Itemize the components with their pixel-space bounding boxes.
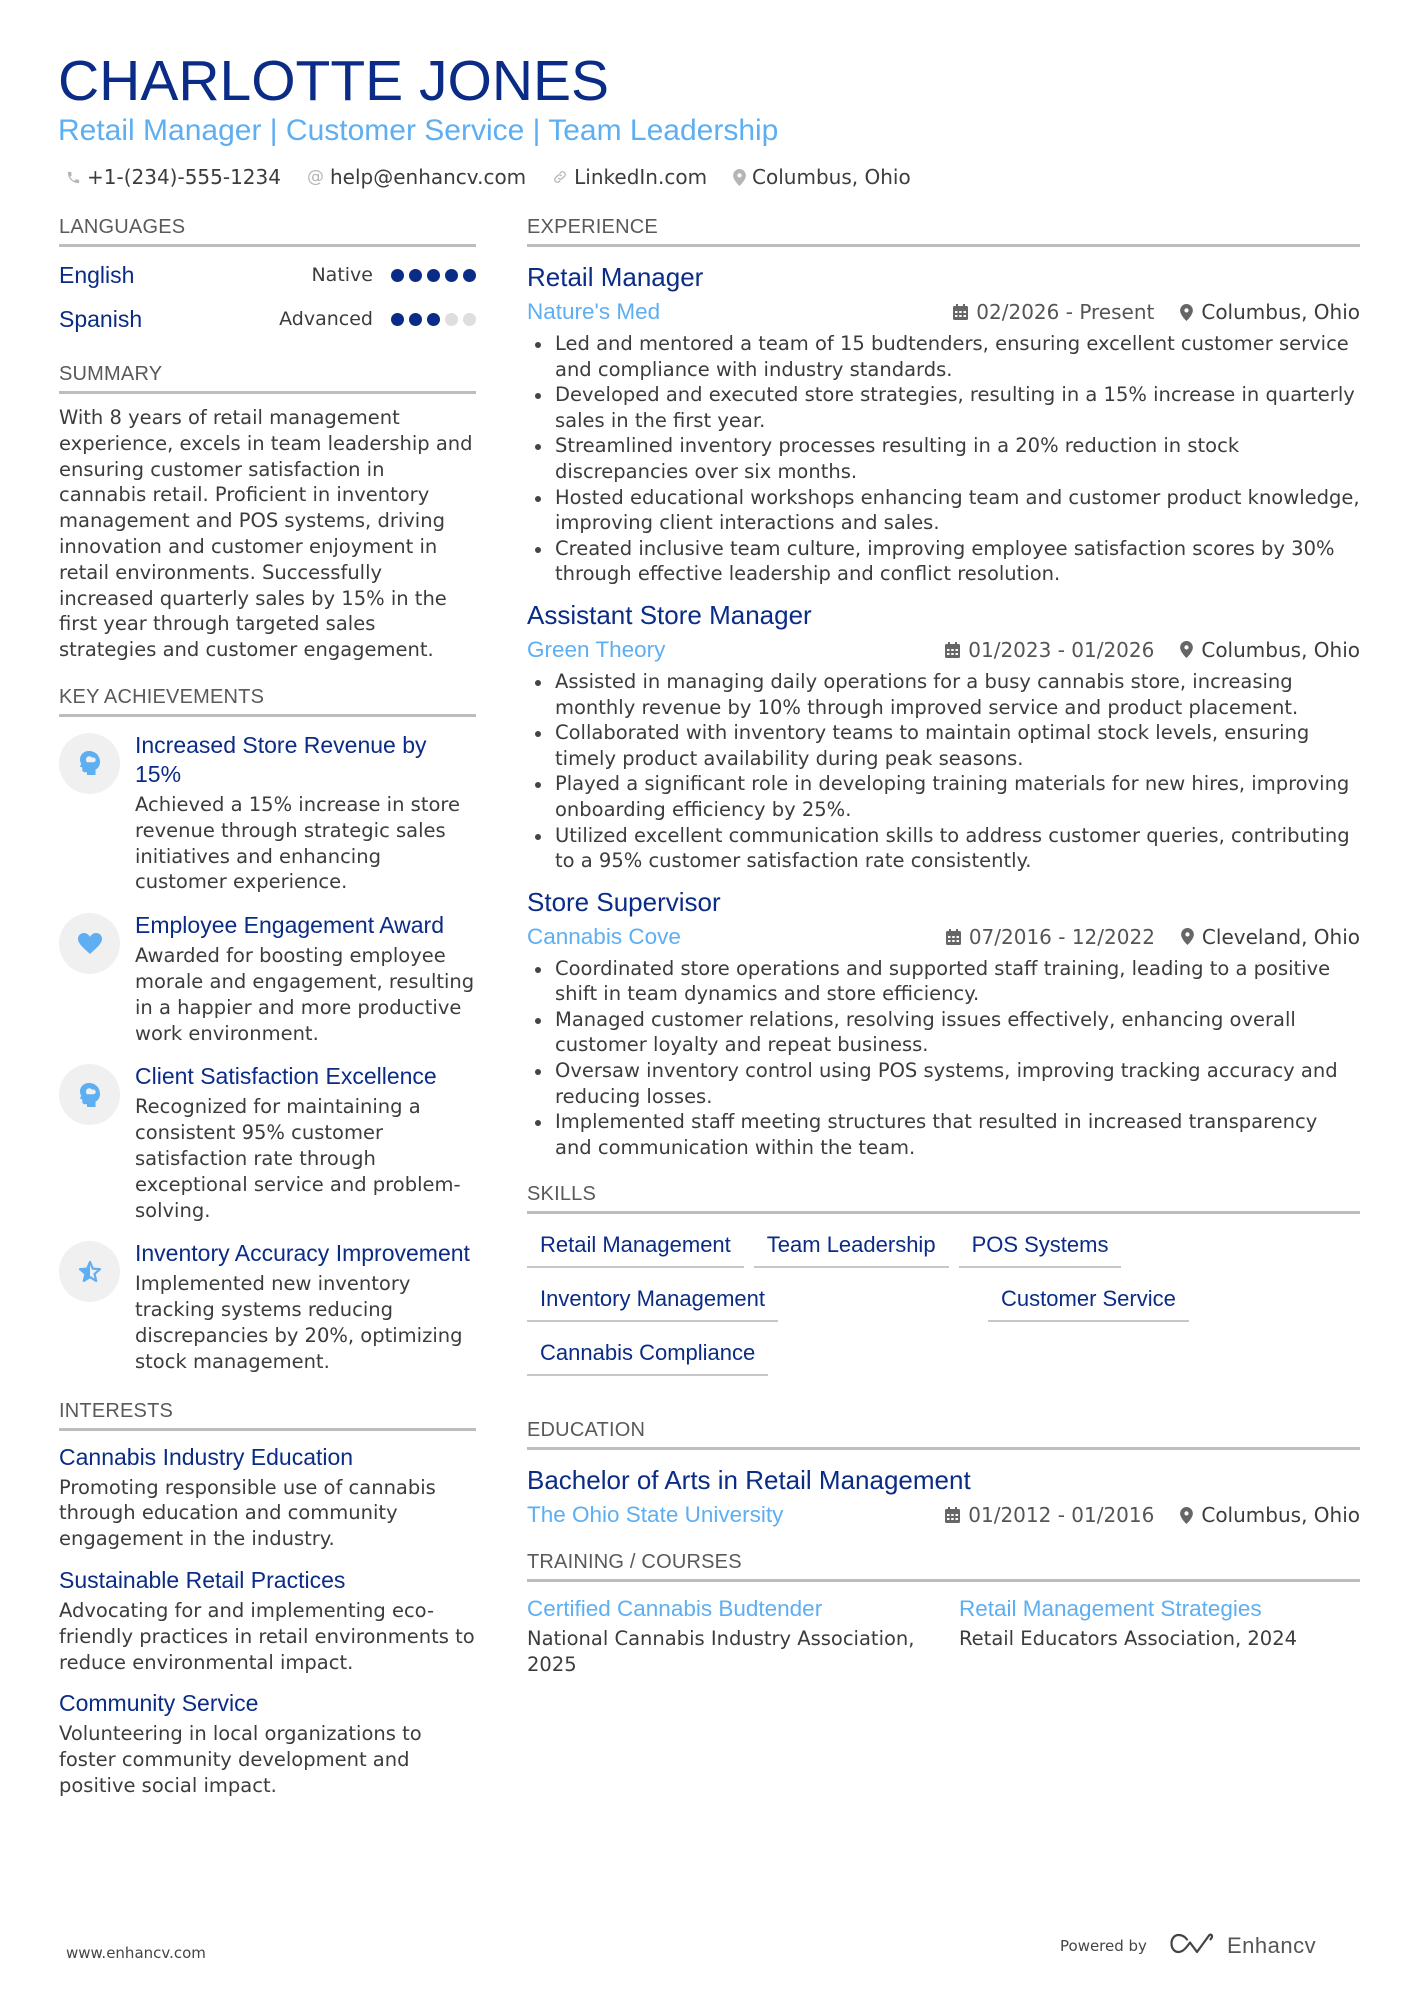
- contact-phone[interactable]: [66, 163, 281, 191]
- skill-tag: Cannabis Compliance: [527, 1336, 768, 1376]
- phone-icon: [66, 170, 81, 185]
- achievement-item: [59, 1062, 476, 1223]
- job-bullet: Collaborated with inventory teams to maintain optimal stock levels, ensuring timely product availability during peak seasons.: [527, 720, 1360, 771]
- location-icon: [1180, 304, 1193, 321]
- company-name: Nature's Med: [527, 299, 661, 324]
- education-dates-text: 01/2012 - 01/2016: [968, 1503, 1155, 1528]
- footer-branding: [1060, 1932, 1316, 1960]
- link-icon: [552, 169, 568, 185]
- job-location: [1181, 925, 1360, 949]
- job-bullet: Implemented staff meeting structures that resulted in increased transparency and communication within the team.: [527, 1109, 1360, 1160]
- job-entry: [527, 886, 1360, 1161]
- interest-title: Community Service: [59, 1690, 259, 1717]
- left-column: [59, 215, 476, 1799]
- calendar-icon: [946, 929, 961, 945]
- job-bullet: Oversaw inventory control using POS systems, improving tracking accuracy and reducing losses.: [527, 1058, 1360, 1109]
- candidate-name: CHARLOTTE JONES: [58, 49, 610, 113]
- experience-section: [527, 215, 1360, 1160]
- company-name: Cannabis Cove: [527, 923, 681, 949]
- location-icon: [1181, 928, 1194, 945]
- candidate-headline: Retail Manager | Customer Service | Team Leadership: [58, 114, 779, 147]
- contact-linkedin[interactable]: [552, 163, 707, 191]
- language-level: Native: [311, 264, 373, 286]
- job-location-text: Columbus, Ohio: [1201, 637, 1360, 662]
- interests-section: [59, 1399, 476, 1799]
- summary-heading: SUMMARY: [59, 362, 476, 394]
- location-icon: [1180, 1507, 1193, 1524]
- skill-tag: Customer Service: [988, 1282, 1189, 1322]
- achievement-title: Employee Engagement Award: [135, 912, 444, 939]
- interest-title: Sustainable Retail Practices: [59, 1566, 346, 1593]
- languages-section: [59, 215, 476, 341]
- job-entry: [527, 599, 1360, 874]
- job-bullet: Created inclusive team culture, improving employee satisfaction scores by 30% through effective leadership and conflict resolution.: [527, 536, 1360, 587]
- education-heading: EDUCATION: [527, 1418, 1360, 1450]
- dot-filled: [409, 313, 422, 326]
- achievement-title: Inventory Accuracy Improvement: [135, 1240, 470, 1267]
- skills-section: [527, 1182, 1360, 1376]
- job-entry: [527, 261, 1360, 587]
- dot-empty: [445, 313, 458, 326]
- job-dates: [953, 300, 1154, 324]
- job-dates-text: 01/2023 - 01/2026: [968, 637, 1155, 662]
- job-title: Store Supervisor: [527, 886, 721, 917]
- school-name: The Ohio State University: [527, 1502, 784, 1528]
- right-column: [527, 215, 1360, 1678]
- achievement-description: Awarded for boosting employee morale and engagement, resulting in a happier and more productive work environment.: [135, 944, 475, 1045]
- brand-name: Enhancv: [1226, 1933, 1317, 1958]
- job-bullets: [527, 669, 1360, 874]
- training-title: Certified Cannabis Budtender: [527, 1596, 823, 1622]
- job-bullet: Streamlined inventory processes resulting in a 20% reduction in stock discrepancies over six months.: [527, 433, 1360, 484]
- job-title: Assistant Store Manager: [527, 599, 812, 630]
- job-dates-text: 07/2016 - 12/2022: [968, 924, 1155, 949]
- education-entry: [527, 1464, 1360, 1530]
- training-item: [527, 1594, 959, 1678]
- achievement-item: [59, 1239, 476, 1374]
- achievement-description: Recognized for maintaining a consistent 95% customer satisfaction rate through exceptional service and problem-solving.: [135, 1095, 461, 1222]
- location-icon: [1180, 641, 1193, 658]
- interest-title: Cannabis Industry Education: [59, 1443, 354, 1470]
- job-dates: [946, 925, 1155, 949]
- summary-section: [59, 362, 476, 663]
- dot-filled: [427, 313, 440, 326]
- job-bullet: Utilized excellent communication skills to address customer queries, contributing to a 95% customer satisfaction rate consistently.: [527, 823, 1360, 874]
- interest-description: Advocating for and implementing eco-friendly practices in retail environments to reduce environmental impact.: [59, 1598, 475, 1674]
- location-icon: [733, 169, 746, 186]
- training-section: [527, 1550, 1360, 1678]
- achievement-title: Client Satisfaction Excellence: [135, 1063, 437, 1090]
- dot-empty: [463, 313, 476, 326]
- skill-tag: Team Leadership: [754, 1228, 949, 1268]
- job-bullet: Coordinated store operations and supported staff training, leading to a positive shift in team dynamics and store efficiency.: [527, 956, 1360, 1007]
- job-location: [1180, 300, 1360, 324]
- brain-head-icon: [59, 1064, 120, 1125]
- language-level: Advanced: [279, 308, 373, 330]
- enhancv-logo-icon: [1169, 1932, 1215, 1960]
- job-location-text: Cleveland, Ohio: [1201, 924, 1360, 949]
- job-bullet: Played a significant role in developing training materials for new hires, improving onboarding efficiency by 25%.: [527, 771, 1360, 822]
- job-bullets: [527, 956, 1360, 1161]
- job-title: Retail Manager: [527, 262, 704, 292]
- job-bullet: Developed and executed store strategies, resulting in a 15% increase in quarterly sales in the first year.: [527, 382, 1360, 433]
- language-name: English: [59, 261, 135, 288]
- language-item: [59, 253, 476, 297]
- skill-tag: POS Systems: [959, 1228, 1122, 1268]
- training-item: [959, 1594, 1359, 1678]
- skills-list: [527, 1228, 1360, 1376]
- contact-location-text: Columbus, Ohio: [752, 165, 911, 189]
- interest-description: Promoting responsible use of cannabis through education and community engagement in the industry.: [59, 1475, 436, 1551]
- experience-heading: EXPERIENCE: [527, 215, 1360, 247]
- calendar-icon: [945, 642, 960, 658]
- job-location-text: Columbus, Ohio: [1201, 300, 1360, 324]
- job-bullet: Led and mentored a team of 15 budtenders, ensuring excellent customer service and compliance with industry standards.: [527, 331, 1360, 382]
- achievement-description: Achieved a 15% increase in store revenue through strategic sales initiatives and enhancing customer experience.: [135, 792, 460, 894]
- contact-email[interactable]: [307, 163, 526, 191]
- job-bullets: [527, 331, 1360, 587]
- degree-title: Bachelor of Arts in Retail Management: [527, 1465, 971, 1496]
- education-location: [1180, 1503, 1360, 1527]
- brand-logo[interactable]: [1169, 1932, 1316, 1960]
- footer-website[interactable]: www.enhancv.com: [66, 1944, 206, 1962]
- achievement-item: [59, 911, 476, 1046]
- dot-filled: [391, 313, 404, 326]
- brain-head-icon: [59, 733, 120, 794]
- dot-filled: [445, 269, 458, 282]
- skill-tag: Retail Management: [527, 1228, 744, 1268]
- heart-icon: [59, 913, 120, 974]
- contact-location: [733, 163, 911, 191]
- job-location: [1180, 638, 1360, 662]
- job-bullet: Managed customer relations, resolving issues effectively, enhancing overall customer loyalty and repeat business.: [527, 1007, 1360, 1058]
- proficiency-dots: [391, 313, 476, 326]
- training-org: Retail Educators Association, 2024: [959, 1627, 1298, 1651]
- education-section: [527, 1418, 1360, 1530]
- skills-heading: SKILLS: [527, 1182, 1360, 1214]
- calendar-icon: [945, 1507, 960, 1523]
- achievement-title: Increased Store Revenue by 15%: [135, 731, 427, 787]
- contact-phone-text: +1-(234)-555-1234: [87, 165, 281, 189]
- job-bullet: Assisted in managing daily operations for a busy cannabis store, increasing monthly revenue by 10% through improved service and product placement.: [527, 669, 1360, 720]
- dot-filled: [463, 269, 476, 282]
- skill-tag: Inventory Management: [527, 1282, 778, 1322]
- star-half-icon: [59, 1241, 120, 1302]
- training-heading: TRAINING / COURSES: [527, 1550, 1360, 1582]
- achievements-heading: KEY ACHIEVEMENTS: [59, 685, 476, 717]
- contact-bar: [66, 163, 911, 191]
- education-location-text: Columbus, Ohio: [1201, 1503, 1360, 1528]
- summary-text: With 8 years of retail management experience, excels in team leadership and ensuring customer satisfaction in cannabis retail. Proficient in inventory management and POS systems, driving innovation and customer enjoyment in retail environments. Successfully increased quarterly sales by 15% in the first year through targeted sales strategies and customer engagement.: [59, 406, 473, 662]
- dot-filled: [391, 269, 404, 282]
- dot-filled: [409, 269, 422, 282]
- training-org: National Cannabis Industry Association, 2025: [527, 1627, 915, 1677]
- company-name: Green Theory: [527, 636, 666, 662]
- achievement-description: Implemented new inventory tracking systems reducing discrepancies by 20%, optimizing stock management.: [135, 1272, 463, 1373]
- interest-description: Volunteering in local organizations to foster community development and positive social impact.: [59, 1722, 422, 1797]
- training-title: Retail Management Strategies: [959, 1596, 1262, 1622]
- interests-heading: INTERESTS: [59, 1399, 476, 1431]
- contact-linkedin-text: LinkedIn.com: [574, 165, 708, 189]
- achievement-item: [59, 731, 476, 895]
- language-name: Spanish: [59, 305, 143, 332]
- education-dates: [945, 1503, 1154, 1527]
- language-item: [59, 297, 476, 341]
- contact-email-text: help@enhancv.com: [329, 165, 527, 189]
- dot-filled: [427, 269, 440, 282]
- calendar-icon: [953, 304, 968, 320]
- job-bullet: Hosted educational workshops enhancing team and customer product knowledge, improving client interactions and sales.: [527, 485, 1360, 536]
- languages-heading: LANGUAGES: [59, 215, 476, 247]
- job-dates-text: 02/2026 - Present: [976, 300, 1155, 324]
- achievements-section: [59, 685, 476, 1375]
- powered-by-label: Powered by: [1060, 1937, 1147, 1955]
- proficiency-dots: [391, 269, 476, 282]
- job-dates: [945, 638, 1154, 662]
- at-icon: @: [306, 167, 324, 187]
